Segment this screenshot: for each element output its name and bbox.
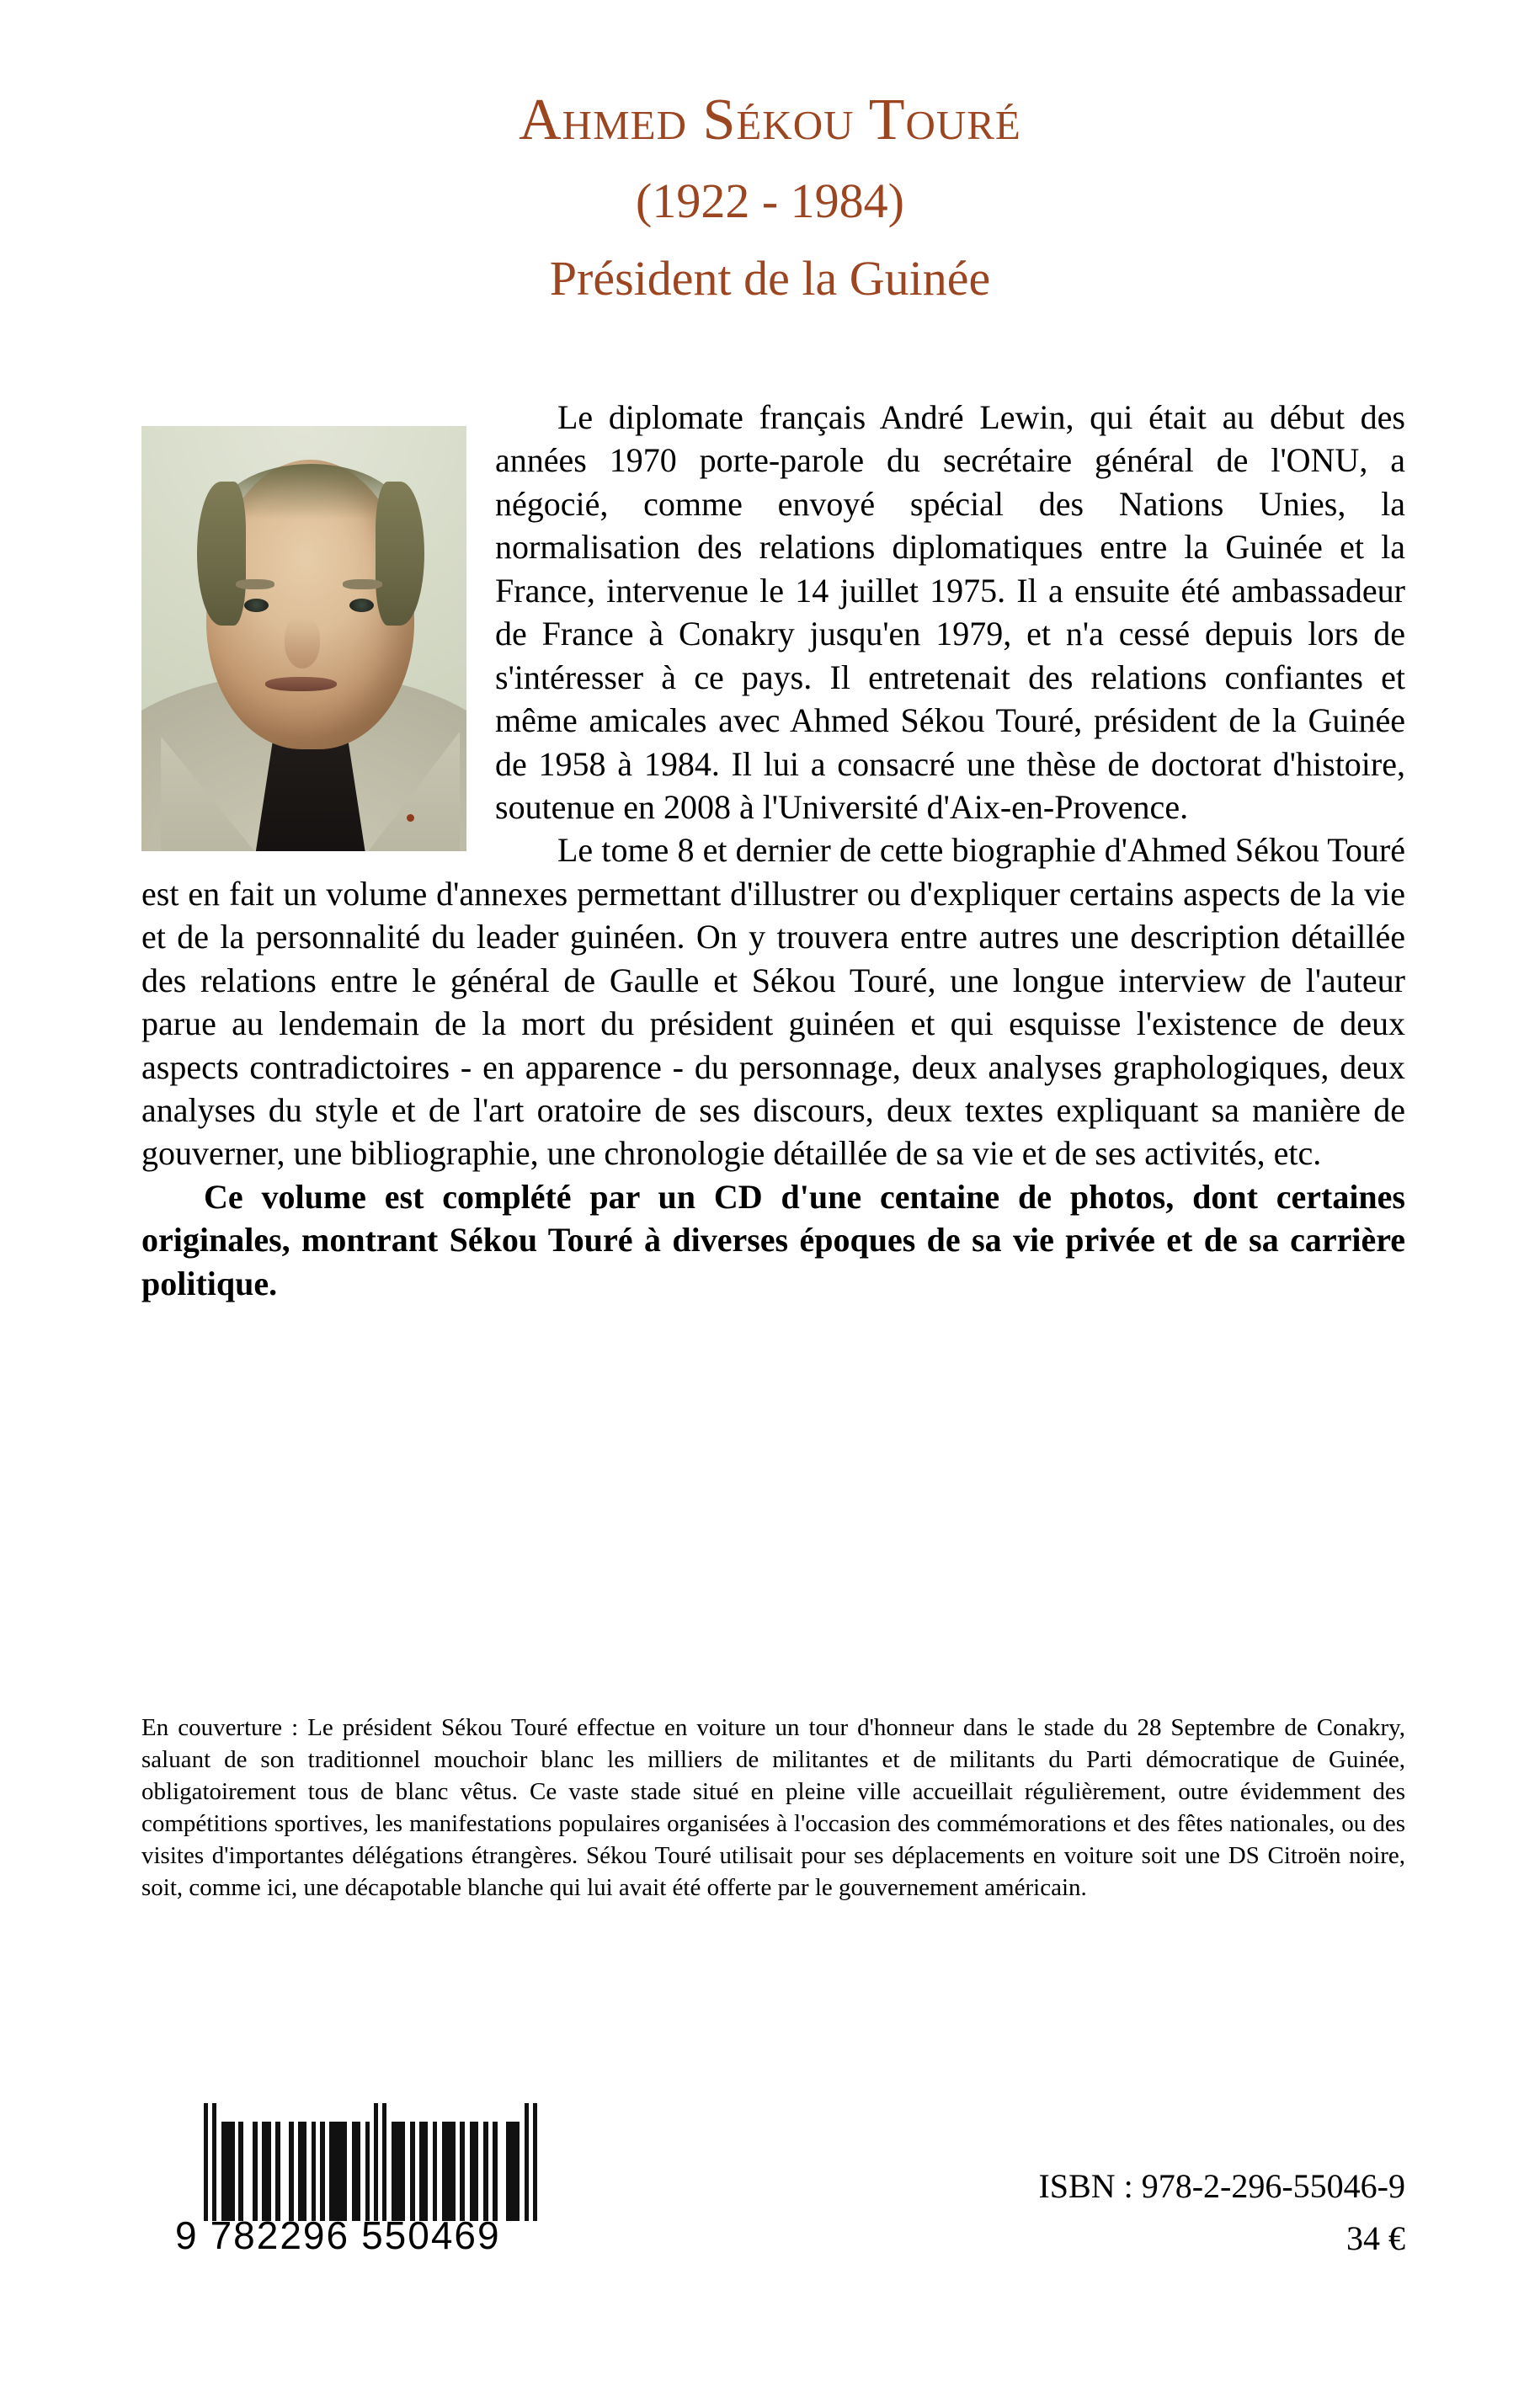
isbn-text: ISBN : 978-2-296-55046-9 (1038, 2167, 1405, 2205)
isbn-price-block (1038, 2160, 1405, 2265)
lifespan-years: (1922 - 1984) (636, 173, 904, 228)
portrait-hair-left (197, 482, 246, 626)
barcode-right-group: 550469 (361, 2213, 501, 2257)
blurb-paragraph-2: Le tome 8 et dernier de cette biographie d'Ahmed Sékou Touré est en fait un volume d'annexes permettant d'illustrer ou d'expliquer certains aspects de la vie et de la personnalité du leader guinéen. On y trouvera entre autres une description détaillée des relations entre le général de Gaulle et Sékou Touré, une longue interview de l'auteur parue au lendemain de la mort du président guinéen et qui esquisse l'existence de deux aspects contradictoires - en apparence - du personnage, deux analyses graphologiques, deux analyses du style et de l'art oratoire de ses discours, deux textes expliquant sa manière de gouverner, une bibliographie, une chronologie détaillée de sa vie et de ses activités, etc. (141, 831, 1405, 1173)
portrait-brow-left (236, 579, 274, 589)
price-text: 34 € (1346, 2219, 1405, 2257)
barcode-bars (204, 2122, 537, 2221)
cover-footer (0, 2122, 1540, 2324)
portrait-eye-left (244, 599, 269, 612)
cover-credit-note: En couverture : Le président Sékou Touré effectue en voiture un tour d'honneur dans le stade du 28 Septembre de Conakry, saluant de son traditionnel mouchoir blanc les milliers de militantes et de militants du Parti démocratique de Guinée, obligatoirement tous de blanc vêtus. Ce vaste stade situé en pleine ville accueillait régulièrement, outre évidemment des compétitions sportives, les manifestations populaires organisées à l'occasion des commémorations et des fêtes nationales, ou des visites d'importantes délégations étrangères. Sékou Touré utilisait pour ses déplacements en voiture soit une DS Citroën noire, soit, comme ici, une décapotable blanche qui lui avait été offerte par le gouvernement américain. (141, 1714, 1405, 1901)
blurb-paragraph-3-bold: Ce volume est complété par un CD d'une centaine de photos, dont certaines originales, montrant Sékou Touré à diverses époques de sa vie privée et de sa carrière politique. (141, 1177, 1405, 1302)
barcode (175, 2122, 537, 2258)
portrait-brow-right (343, 579, 381, 589)
portrait-mouth (265, 677, 337, 691)
portrait-hair-right (376, 482, 424, 626)
page-title: Ahmed Sékou Touré (519, 88, 1021, 152)
portrait-eye-right (349, 599, 374, 612)
portrait-nose (285, 617, 320, 668)
barcode-left-group: 782296 (210, 2213, 350, 2257)
barcode-prefix-digit: 9 (175, 2213, 199, 2257)
author-portrait-image (141, 426, 466, 851)
portrait-lapel-pin (407, 814, 414, 822)
cover-header (0, 0, 1540, 306)
blurb-paragraph-1: Le diplomate français André Lewin, qui était au début des années 1970 porte-parole du secrétaire général de l'ONU, a négocié, comme envoyé spécial des Nations Unies, la normalisation des relations diplomatiques entre la Guinée et la France, intervenue le 14 juillet 1975. Il a ensuite été ambassadeur de France à Conakry jusqu'en 1979, et n'a cessé depuis lors de s'intéresser à ce pays. Il entretenait des relations confiantes et même amicales avec Ahmed Sékou Touré, président de la Guinée de 1958 à 1984. Il lui a consacré une thèse de doctorat d'histoire, soutenue en 2008 à l'Université d'Aix-en-Provence. (495, 398, 1405, 826)
subtitle: Président de la Guinée (549, 251, 991, 306)
blurb-body (141, 396, 1405, 1305)
